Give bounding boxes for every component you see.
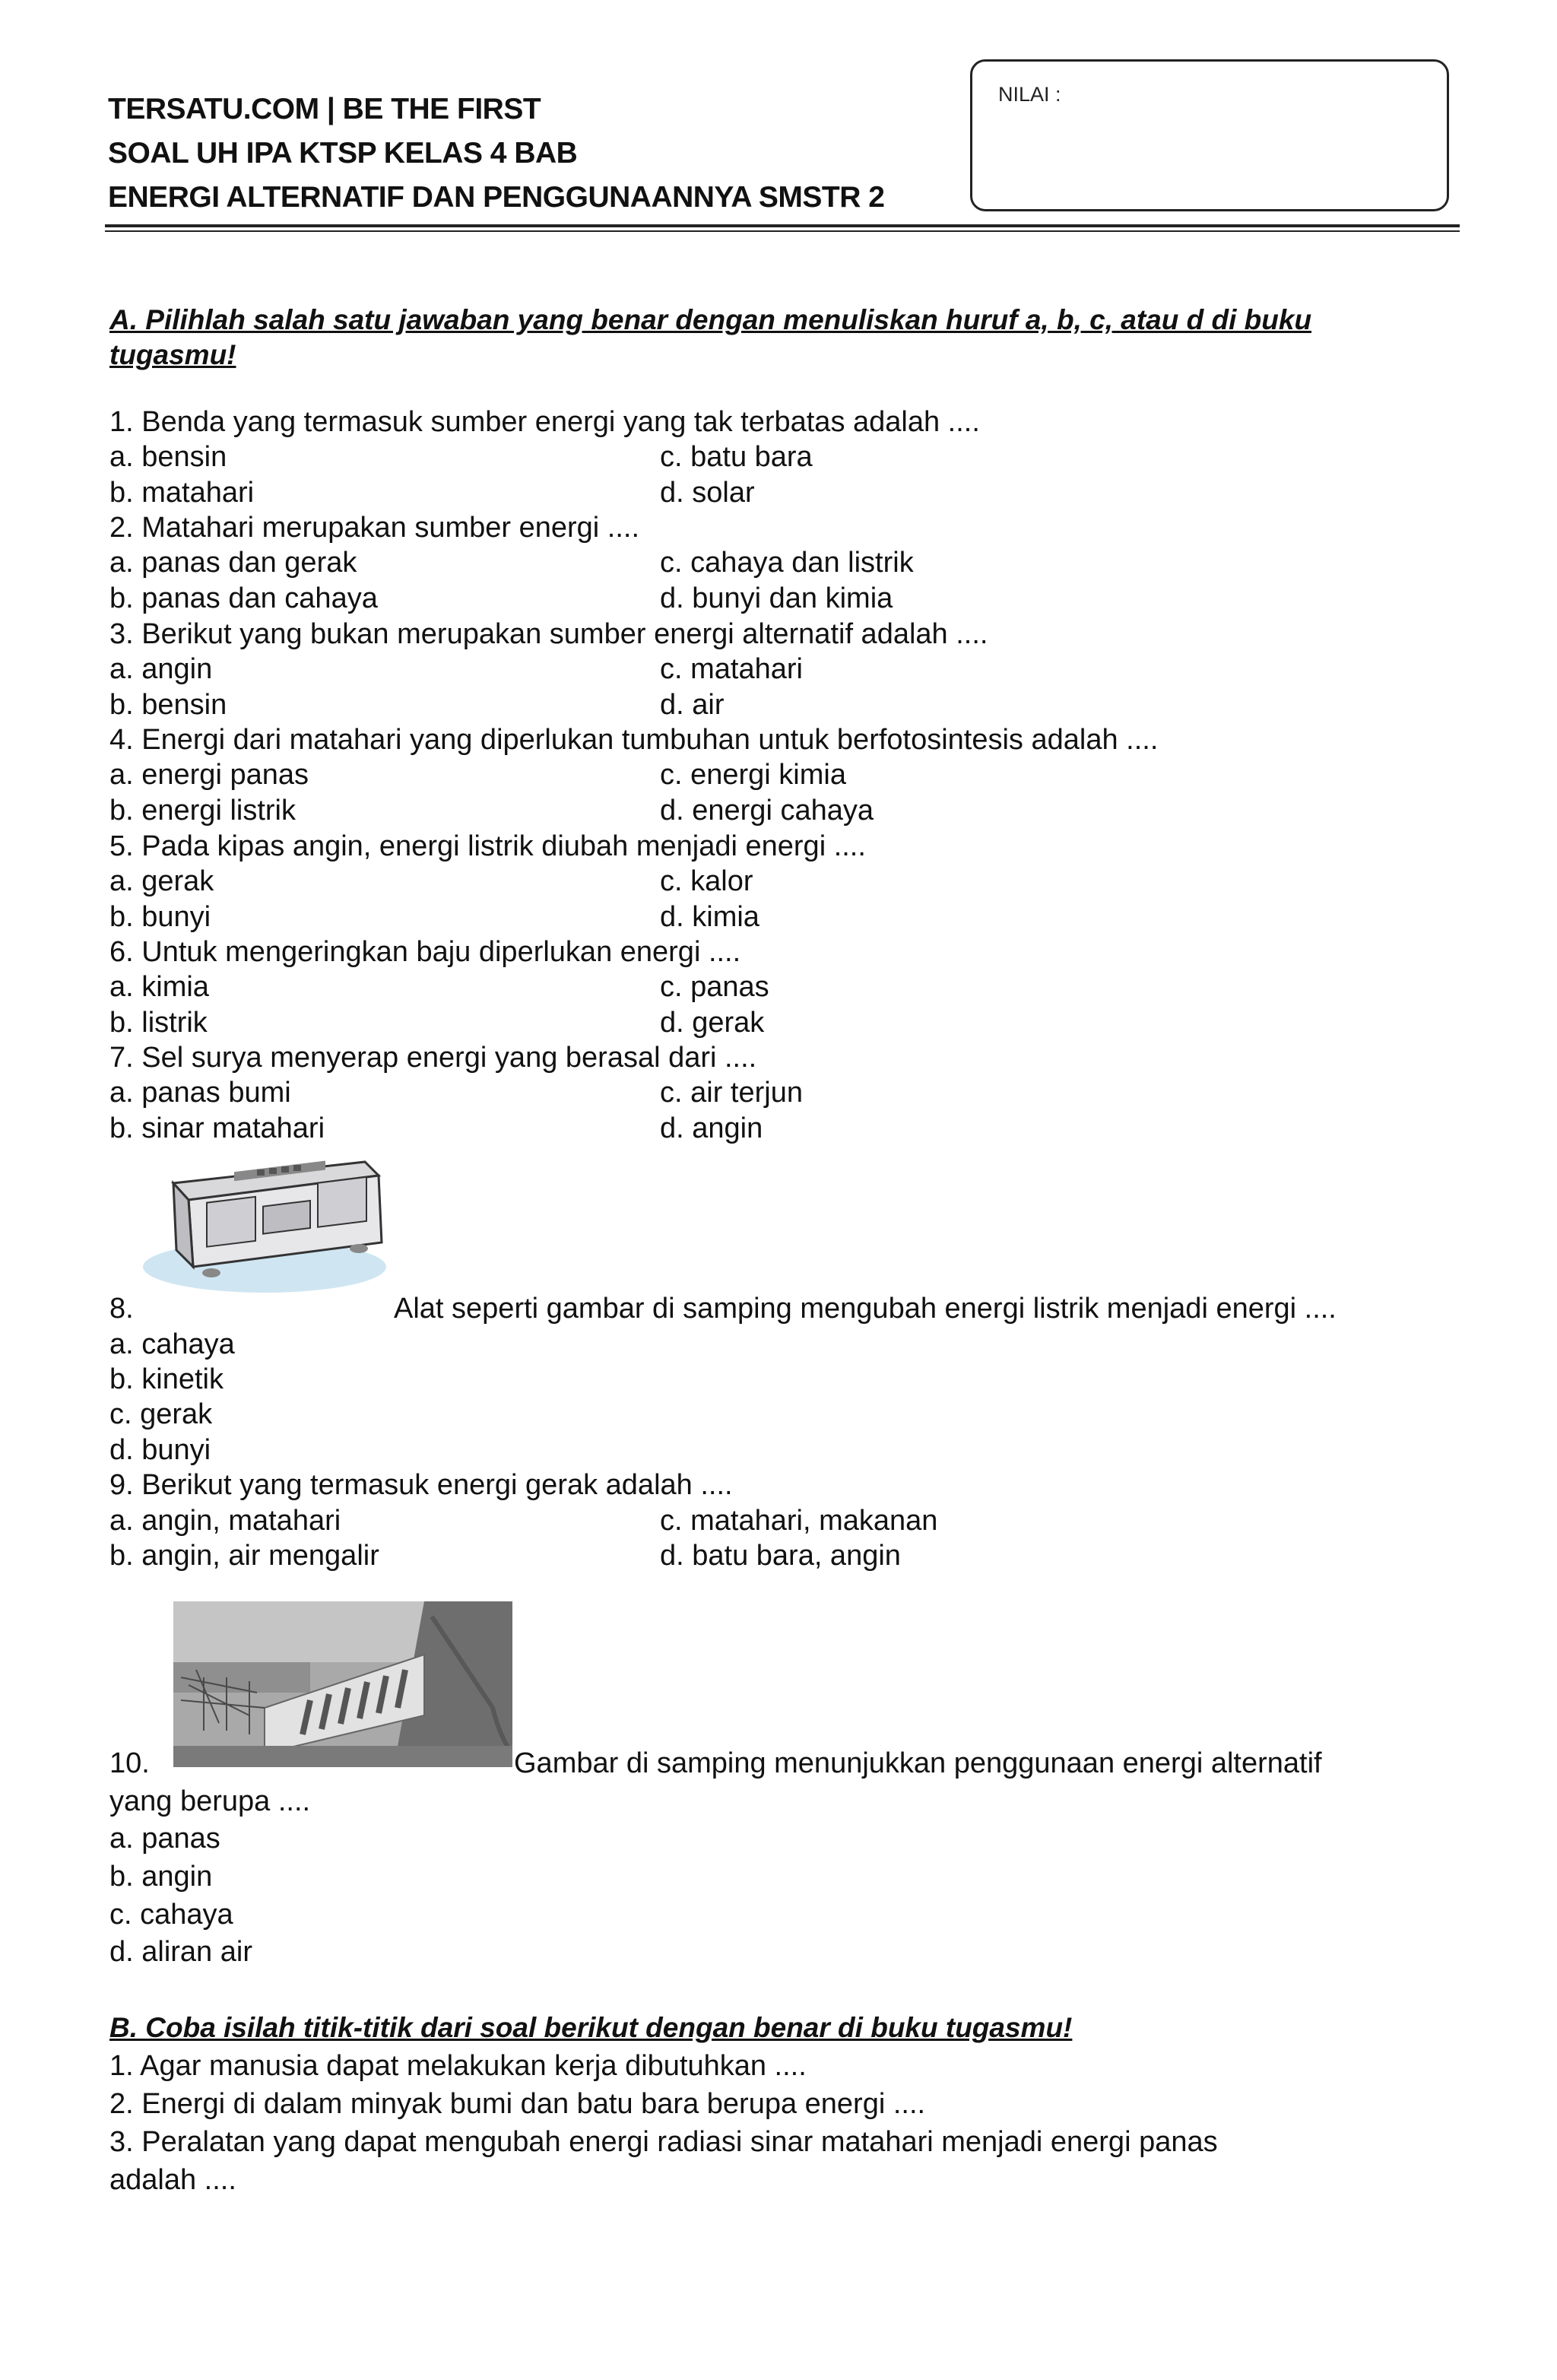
question-4-option-d: d. energi cahaya <box>660 795 874 827</box>
question-9-option-d: d. batu bara, angin <box>660 1540 901 1572</box>
question-10-option-b: b. angin <box>109 1861 213 1893</box>
question-10-text-2: yang berupa .... <box>109 1785 311 1817</box>
dam-image <box>173 1601 512 1767</box>
question-10-number: 10. <box>109 1747 150 1779</box>
question-8-text: Alat seperti gambar di samping mengubah energi listrik menjadi energi .... <box>394 1293 1337 1325</box>
fill-item-3-cont: adalah .... <box>109 2164 236 2196</box>
question-6-option-b: b. listrik <box>109 1007 208 1039</box>
question-1-text: 1. Benda yang termasuk sumber energi yang tak terbatas adalah .... <box>109 406 980 438</box>
question-5-text: 5. Pada kipas angin, energi listrik diubah menjadi energi .... <box>109 830 866 862</box>
question-8-option-a: a. cahaya <box>109 1328 235 1360</box>
question-7-option-c: c. air terjun <box>660 1077 803 1109</box>
question-2-option-b: b. panas dan cahaya <box>109 582 378 614</box>
fill-item-1: 1. Agar manusia dapat melakukan kerja dibutuhkan .... <box>109 2050 807 2082</box>
question-8-option-b: b. kinetik <box>109 1363 224 1395</box>
header-line-2: SOAL UH IPA KTSP KELAS 4 BAB <box>108 137 578 170</box>
question-7-option-d: d. angin <box>660 1112 763 1144</box>
section-b-instruction: B. Coba isilah titik-titik dari soal berikut dengan benar di buku tugasmu! <box>109 2012 1073 2043</box>
question-4-option-c: c. energi kimia <box>660 759 846 791</box>
question-10-option-d: d. aliran air <box>109 1936 252 1968</box>
question-7-text: 7. Sel surya menyerap energi yang berasal dari .... <box>109 1042 757 1074</box>
header-rule-thick <box>105 224 1460 227</box>
question-1-option-b: b. matahari <box>109 477 255 509</box>
question-5-option-a: a. gerak <box>109 865 214 897</box>
question-1-option-a: a. bensin <box>109 441 227 473</box>
section-a-instruction-2: tugasmu! <box>109 339 236 370</box>
question-3-option-c: c. matahari <box>660 653 803 685</box>
question-8-number: 8. <box>109 1293 134 1325</box>
boombox-image <box>143 1153 401 1293</box>
question-1-option-d: d. solar <box>660 477 755 509</box>
header-line-1: TERSATU.COM | BE THE FIRST <box>108 93 541 125</box>
question-3-text: 3. Berikut yang bukan merupakan sumber energi alternatif adalah .... <box>109 618 988 650</box>
score-box[interactable] <box>970 59 1449 211</box>
question-10-option-a: a. panas <box>109 1823 220 1855</box>
score-label: NILAI : <box>998 83 1061 106</box>
question-3-option-d: d. air <box>660 689 725 721</box>
question-9-text: 9. Berikut yang termasuk energi gerak adalah .... <box>109 1469 733 1501</box>
question-4-text: 4. Energi dari matahari yang diperlukan tumbuhan untuk berfotosintesis adalah .... <box>109 724 1159 756</box>
question-7-option-a: a. panas bumi <box>109 1077 291 1109</box>
header-line-3: ENERGI ALTERNATIF DAN PENGGUNAANNYA SMSTR 2 <box>108 181 885 214</box>
fill-item-3: 3. Peralatan yang dapat mengubah energi radiasi sinar matahari menjadi energi panas <box>109 2126 1218 2158</box>
question-1-option-c: c. batu bara <box>660 441 813 473</box>
question-5-option-c: c. kalor <box>660 865 753 897</box>
question-6-text: 6. Untuk mengeringkan baju diperlukan energi .... <box>109 936 741 968</box>
question-2-text: 2. Matahari merupakan sumber energi .... <box>109 512 640 544</box>
question-9-option-b: b. angin, air mengalir <box>109 1540 379 1572</box>
question-8-option-d: d. bunyi <box>109 1434 211 1466</box>
question-10-option-c: c. cahaya <box>109 1899 233 1931</box>
question-2-option-d: d. bunyi dan kimia <box>660 582 893 614</box>
question-9-option-c: c. matahari, makanan <box>660 1505 938 1537</box>
question-8-option-c: c. gerak <box>109 1398 213 1430</box>
question-2-option-c: c. cahaya dan listrik <box>660 547 914 579</box>
fill-item-2: 2. Energi di dalam minyak bumi dan batu bara berupa energi .... <box>109 2088 926 2120</box>
section-a-instruction-1: A. Pilihlah salah satu jawaban yang benar dengan menuliskan huruf a, b, c, atau d di buku <box>109 304 1312 335</box>
question-4-option-a: a. energi panas <box>109 759 309 791</box>
question-7-option-b: b. sinar matahari <box>109 1112 325 1144</box>
question-2-option-a: a. panas dan gerak <box>109 547 357 579</box>
question-9-option-a: a. angin, matahari <box>109 1505 341 1537</box>
question-5-option-d: d. kimia <box>660 901 759 933</box>
question-3-option-b: b. bensin <box>109 689 227 721</box>
question-5-option-b: b. bunyi <box>109 901 211 933</box>
question-4-option-b: b. energi listrik <box>109 795 296 827</box>
question-10-text-1: Gambar di samping menunjukkan penggunaan energi alternatif <box>514 1747 1322 1779</box>
question-6-option-c: c. panas <box>660 971 769 1003</box>
header-rule-thin <box>105 230 1460 232</box>
question-6-option-a: a. kimia <box>109 971 209 1003</box>
question-6-option-d: d. gerak <box>660 1007 765 1039</box>
question-3-option-a: a. angin <box>109 653 213 685</box>
